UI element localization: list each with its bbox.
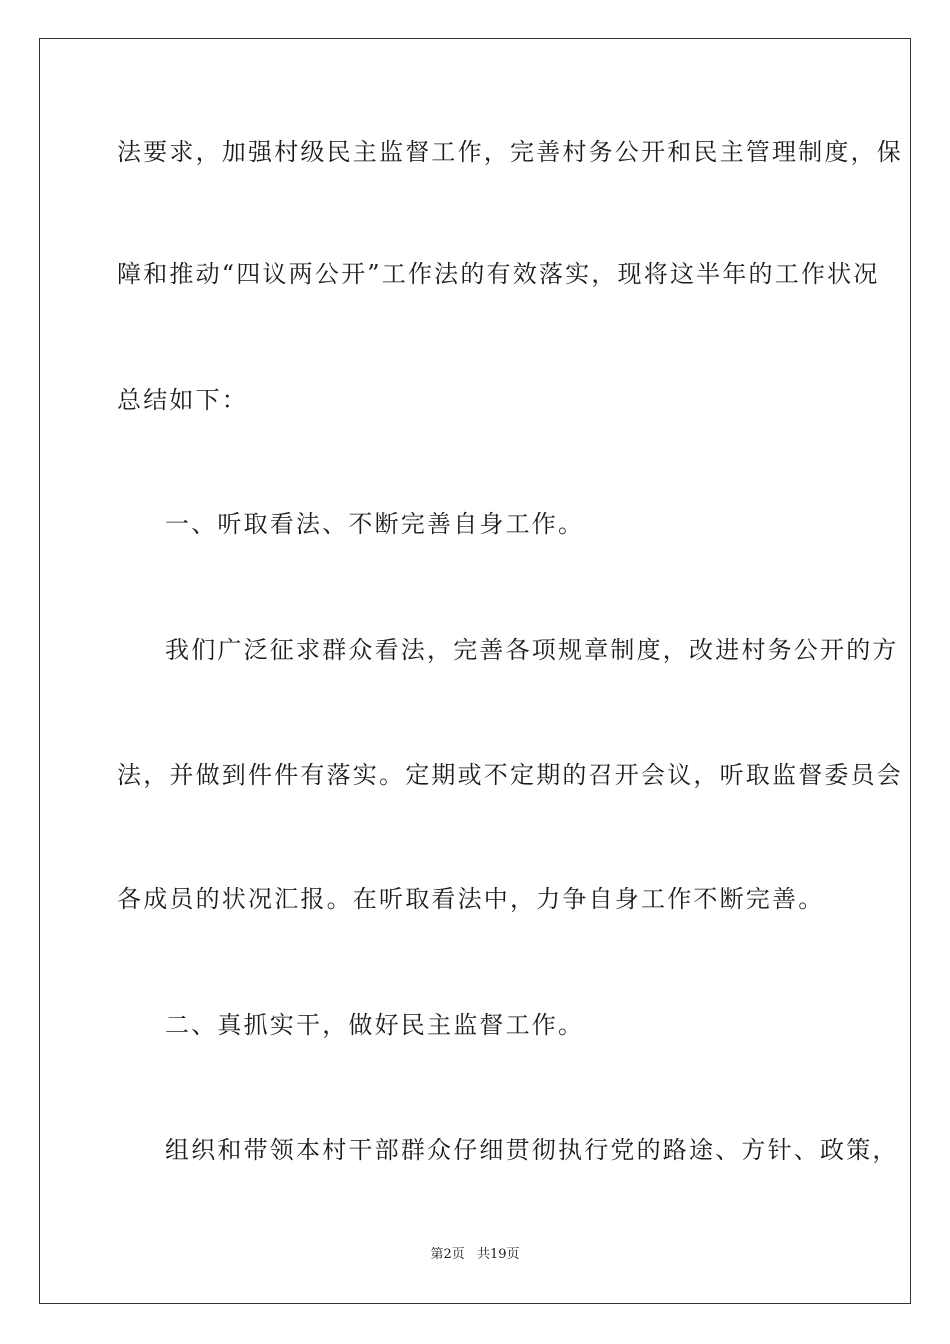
body-line-1: 法要求，加强村级民主监督工作，完善村务公开和民主管理制度，保 [117,138,903,166]
body-line-2: 障和推动“四议两公开”工作法的有效落实，现将这半年的工作状况 [117,260,880,288]
body-line-6: 各成员的状况汇报。在听取看法中，力争自身工作不断完善。 [117,885,825,913]
body-line-4: 我们广泛征求群众看法，完善各项规章制度，改进村务公开的方 [165,636,899,664]
section-heading-1: 一、听取看法、不断完善自身工作。 [165,510,585,538]
body-line-7: 组织和带领本村干部群众仔细贯彻执行党的路途、方针、政策， [165,1136,899,1164]
body-line-3: 总结如下： [117,386,248,414]
page-total: 共19页 [476,1247,520,1262]
page-frame [39,38,911,1304]
page-footer [0,1246,950,1264]
body-line-5: 法，并做到件件有落实。定期或不定期的召开会议，听取监督委员会 [117,761,903,789]
page-number: 第2页 [430,1247,465,1262]
section-heading-2: 二、真抓实干，做好民主监督工作。 [165,1011,585,1039]
